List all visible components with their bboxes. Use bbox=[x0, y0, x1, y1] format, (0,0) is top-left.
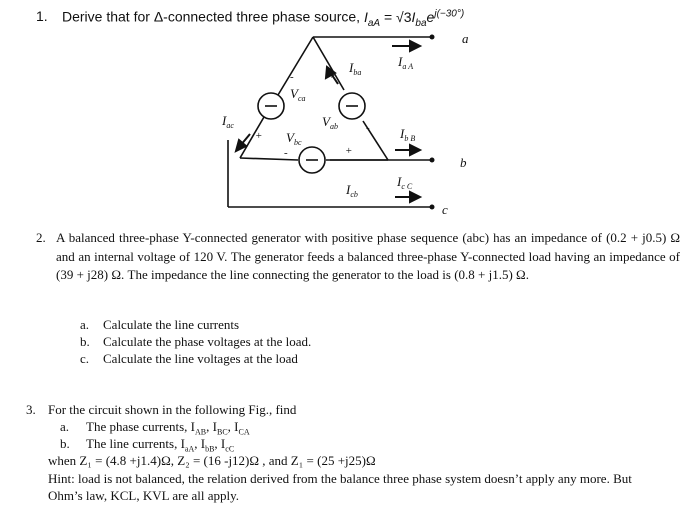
q3-hint: Hint: load is not balanced, the relation derived from the balance three phase system doesn’t apply any more. But Ohm’s law, KCL, KVL are all apply. bbox=[48, 471, 632, 503]
q3-item-a-marker: a. bbox=[60, 419, 70, 434]
label-b: b bbox=[460, 155, 467, 170]
label-I-ac: $I_{ac}$ bbox=[222, 113, 234, 130]
q2-item-c: Calculate the line voltages at the load bbox=[103, 351, 298, 366]
q1-number: 1. bbox=[36, 8, 48, 24]
sign-plus-3: + bbox=[345, 145, 353, 157]
label-c: c bbox=[442, 202, 448, 217]
sign-plus-1: + bbox=[328, 70, 336, 82]
q2-item-a-marker: a. bbox=[80, 317, 90, 332]
sign-minus-2: - bbox=[290, 71, 294, 83]
triangle-right-top bbox=[313, 37, 344, 90]
label-V-bc: $V_{bc}$ bbox=[286, 130, 302, 147]
terminal-c bbox=[430, 205, 435, 210]
terminal-b bbox=[430, 158, 435, 163]
q3-when: when Z₁ = (4.8 +j1.4)Ω, Z₂ = (16 -j12)Ω , and Z₁ = (25 +j25)Ω bbox=[48, 453, 376, 468]
sign-minus-1: - bbox=[366, 122, 370, 134]
terminal-a bbox=[430, 35, 435, 40]
q1-formula: $I_{aA} = √3I_{ba}e^{j(-30^\circ)}$ bbox=[363, 8, 465, 29]
label-V-ca: $V_{ca}$ bbox=[290, 86, 306, 103]
q3-intro: For the circuit shown in the following Fig., find bbox=[48, 402, 297, 417]
q3-item-b: The line currents, $I_{aA}$, $I_{bB}$, $I_{cC}$ bbox=[86, 436, 235, 454]
label-I-cC: $I_{c C}$ bbox=[397, 174, 413, 191]
triangle-base-left bbox=[240, 158, 298, 160]
label-V-ab: $V_{ab}$ bbox=[322, 114, 338, 131]
q3-item-b-marker: b. bbox=[60, 436, 70, 451]
label-I-aA: $I_{a A}$ bbox=[398, 54, 414, 71]
q1-text: Derive that for Δ-connected three phase source, bbox=[62, 8, 364, 25]
q2-item-c-marker: c. bbox=[80, 351, 90, 366]
label-a: a bbox=[462, 31, 469, 46]
label-I-cb: $I_{cb}$ bbox=[346, 182, 358, 199]
q2-item-b: Calculate the phase voltages at the load. bbox=[103, 334, 312, 349]
q2-item-a: Calculate the line currents bbox=[103, 317, 240, 332]
q3-item-a: The phase currents, $I_{AB}$, $I_{BC}$, $I_{CA}$ bbox=[86, 419, 250, 437]
q2-item-b-marker: b. bbox=[80, 334, 90, 349]
delta-source-circuit bbox=[0, 0, 700, 230]
sign-plus-2: + bbox=[255, 130, 263, 142]
q2-number: 2. bbox=[36, 230, 46, 245]
label-I-bB: $I_{b B}$ bbox=[400, 126, 416, 143]
q3-number: 3. bbox=[26, 402, 36, 417]
q2-paragraph: A balanced three-phase Y-connected generator with positive phase sequence (abc) has an impedance of (0.2 + j0.5) Ω and an internal voltage of 120 V. The generator feeds a balanced three-phase Y-connected load having an impedance of (39 + j28) Ω. The impedance the line connecting the generator to the load is (0.8 + j1.5) Ω. bbox=[56, 230, 680, 282]
sign-minus-3: - bbox=[284, 147, 288, 159]
label-I-ba: $I_{ba}$ bbox=[349, 60, 362, 77]
